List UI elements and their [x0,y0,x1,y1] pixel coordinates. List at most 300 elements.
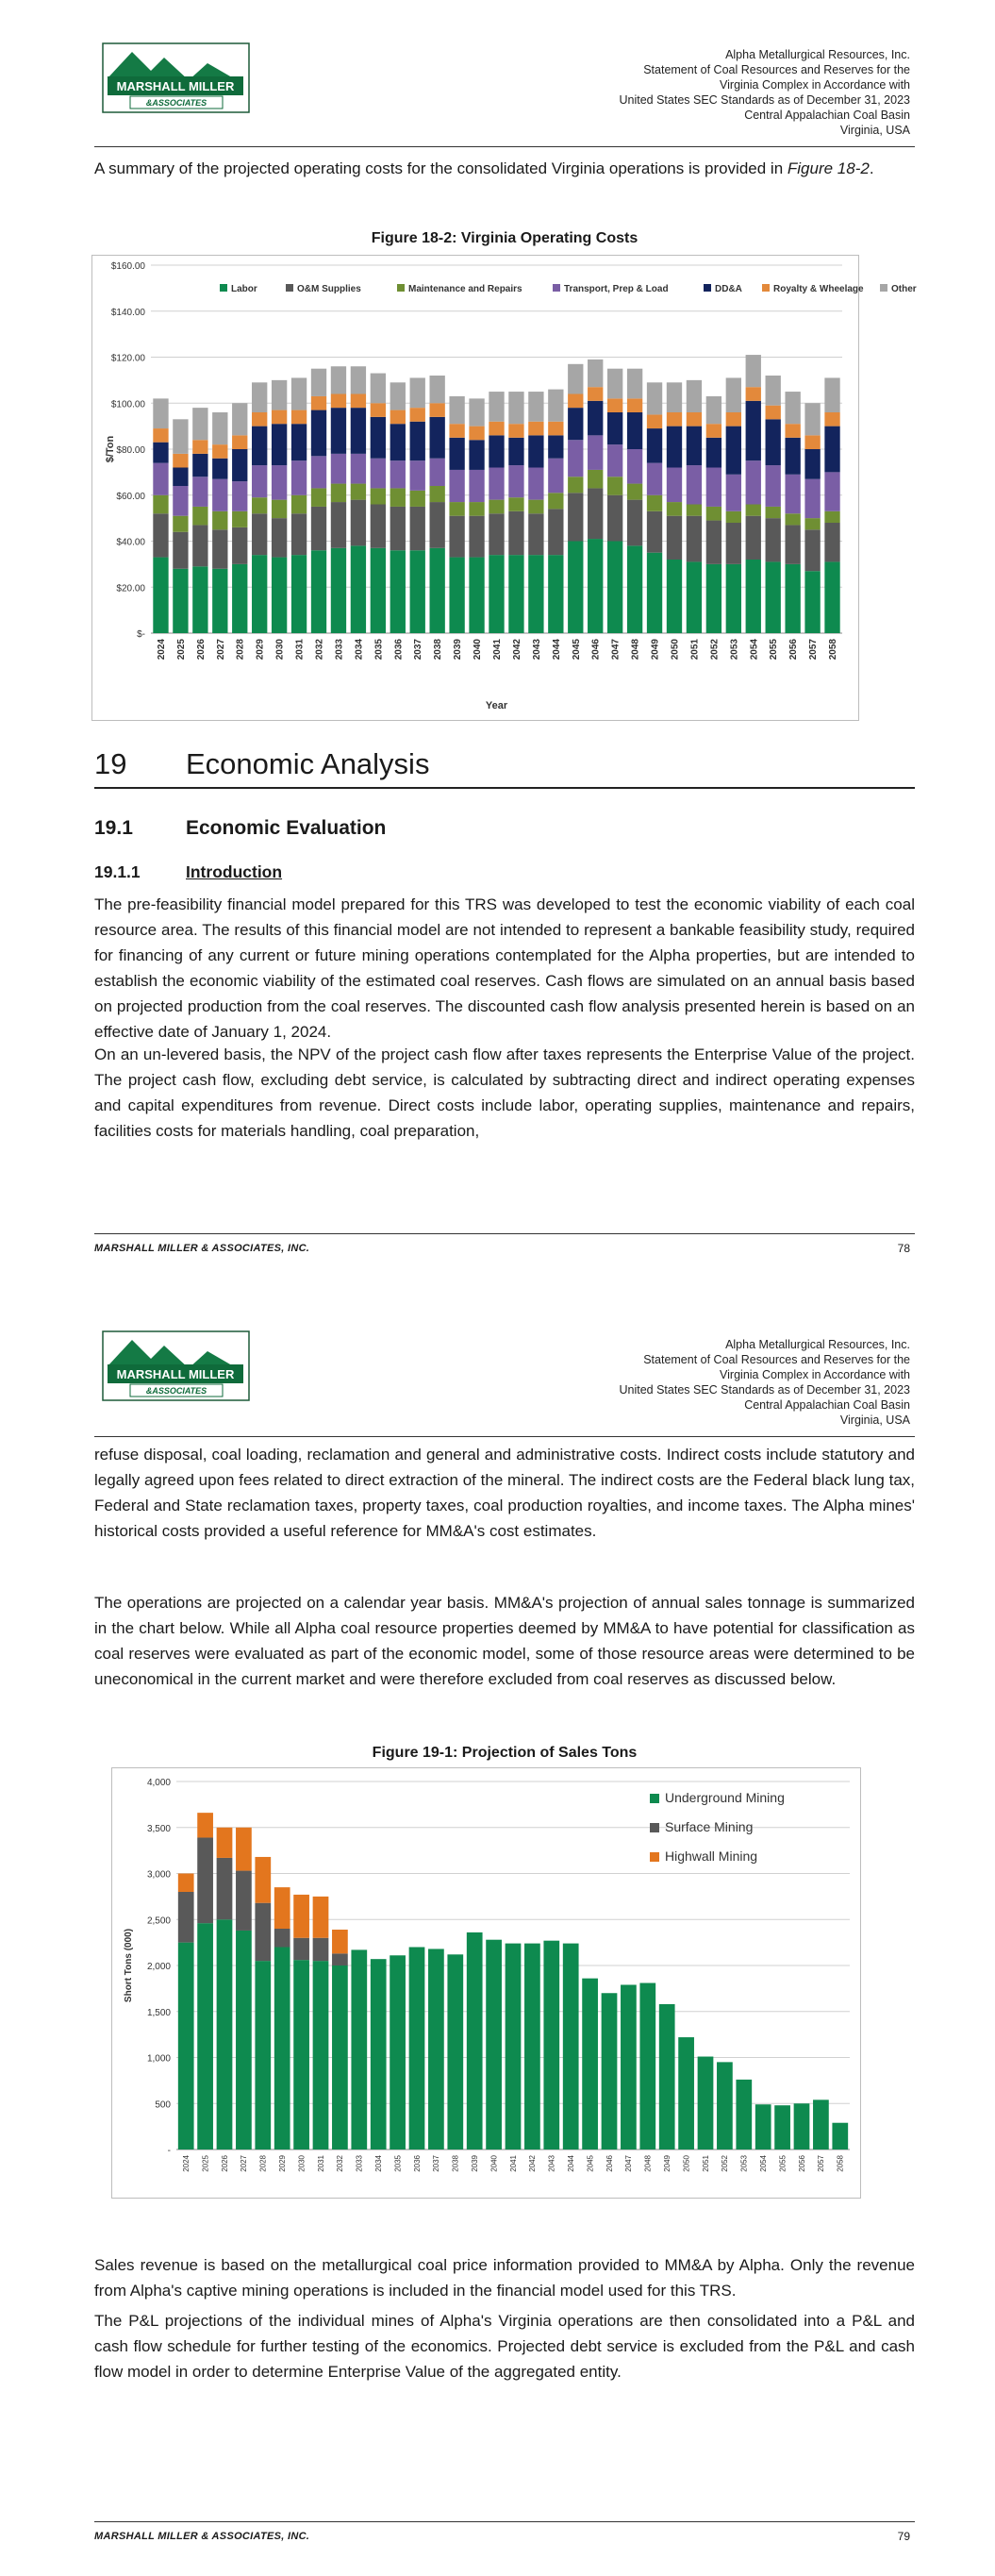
bar-segment [489,513,504,555]
y-tick-label: 2,000 [146,1962,171,1972]
bar-segment [173,486,188,516]
bar-segment [588,401,603,436]
y-axis-label: Short Tons (000) [124,1928,134,2003]
legend-label: DD&A [715,284,742,294]
bar-segment [252,412,267,427]
bar-segment [647,495,662,511]
x-tick-label: 2027 [240,2155,249,2172]
bar-segment [331,484,346,503]
bar-segment [469,398,484,426]
bar-segment [332,1930,348,1953]
x-tick-label: 2041 [508,2155,518,2172]
bar-segment [331,394,346,409]
legend-label: Highwall Mining [665,1848,758,1864]
bar-segment [508,424,523,438]
figure-caption: Figure 18-2: Virginia Operating Costs [371,230,638,246]
bar-segment [736,2080,752,2149]
bar-segment [449,558,464,633]
bar-segment [543,1941,559,2149]
y-tick-label: 4,000 [146,1778,171,1788]
legend-label: Other [891,284,917,294]
bar-segment [192,408,207,440]
x-tick-label: 2054 [759,2155,768,2172]
logo-text-2: &ASSOCIATES [145,98,207,108]
bar-segment [212,459,227,479]
bar-segment [746,505,761,516]
bar-segment [272,558,287,633]
bar-segment [371,374,386,404]
legend-label: Transport, Prep & Load [564,284,669,294]
x-tick-label: 2046 [605,2155,614,2172]
bar-segment [607,495,622,542]
bar-segment [430,417,445,459]
header-line: United States SEC Standards as of December 31, 2023 [619,1383,910,1397]
bar-segment [449,516,464,558]
bar-segment [667,427,682,468]
y-tick-label: 2,500 [146,1915,171,1927]
bar-segment [726,427,741,475]
bar-segment [706,507,721,521]
bar-segment [687,561,702,633]
x-tick-label: 2051 [689,639,701,661]
x-tick-label: 2029 [255,639,266,661]
bar-segment [588,435,603,470]
bar-segment [726,377,741,412]
bar-segment [272,380,287,410]
x-tick-label: 2038 [433,639,444,661]
bar-segment [489,555,504,633]
bar-segment [607,398,622,412]
bar-segment [687,380,702,412]
bar-segment [371,459,386,489]
bar-segment [607,369,622,399]
bar-segment [410,491,425,507]
bar-segment [794,2103,810,2149]
bar-segment [232,564,247,633]
x-tick-label: 2054 [749,639,760,661]
x-tick-label: 2042 [528,2155,538,2172]
x-tick-label: 2053 [729,639,740,661]
x-tick-label: 2039 [453,639,464,661]
bar-segment [173,419,188,454]
x-tick-label: 2034 [374,2155,383,2172]
bar-segment [252,382,267,412]
legend-swatch [286,284,293,292]
bar-segment [390,460,406,488]
y-tick-label: 3,500 [146,1823,171,1834]
header-line: Statement of Coal Resources and Reserves for the [643,63,910,76]
paragraph-5: Sales revenue is based on the metallurgical coal price information provided to MM&A by Alpha. Only the revenue from Alpha's captive mining operations is included in the financial model used for this TRS. [94,2256,915,2300]
bar-segment [607,542,622,634]
bar-segment [331,408,346,454]
bar-segment [766,507,781,518]
bar-segment [588,387,603,401]
bar-segment [430,548,445,633]
bar-segment [430,486,445,502]
bar-segment [717,2062,733,2149]
header-line: Virginia, USA [839,1413,910,1427]
bar-segment [506,1944,522,2149]
bar-segment [178,1874,194,1893]
intro-text: A summary of the projected operating costs for the consolidated Virginia operations is provided in [94,159,784,177]
bar-segment [255,1857,271,1903]
x-tick-label: 2027 [215,639,226,661]
x-tick-label: 2055 [769,639,780,661]
bar-segment [192,525,207,566]
subsection-number: 19.1 [94,817,133,839]
paragraph-4: The operations are projected on a calendar year basis. MM&A's projection of annual sales tonnage is summarized in the chart below. While all Alpha coal resource properties deemed by MM&A to have potential for classification as coal reserves were evaluated as part of the economic model, some of those resource areas were determined to be uneconomical in the current market and were therefore excluded from coal reserves as discussed below. [94,1594,915,1688]
logo-text-1: MARSHALL MILLER [116,79,235,93]
x-tick-label: 2051 [701,2155,710,2172]
x-tick-label: 2045 [586,2155,595,2172]
bar-segment [390,1955,406,2149]
bar-segment [430,403,445,417]
x-tick-label: 2041 [492,639,503,661]
bar-segment [588,470,603,489]
bar-segment [272,518,287,557]
bar-segment [726,564,741,633]
bar-segment [469,427,484,441]
bar-segment [274,1929,290,1948]
bar-segment [489,468,504,500]
x-tick-label: 2033 [334,639,345,661]
bar-segment [390,382,406,410]
bar-segment [627,398,642,412]
legend-label: O&M Supplies [297,284,361,294]
bar-segment [192,566,207,633]
x-tick-label: 2044 [567,2155,575,2172]
section-heading [94,745,915,789]
bar-segment [173,468,188,487]
bar-segment [489,500,504,514]
y-tick-label: - [167,2146,171,2156]
header-rule [94,146,915,147]
bar-segment [489,392,504,422]
bar-segment [706,468,721,507]
bar-segment [212,444,227,459]
x-tick-label: 2039 [471,2155,479,2172]
bar-segment [766,465,781,507]
bar-segment [804,479,820,518]
bar-segment [639,1983,655,2149]
bar-segment [272,424,287,465]
x-tick-label: 2034 [354,639,365,661]
footer-company: MARSHALL MILLER & ASSOCIATES, INC. [94,1243,310,1254]
bar-segment [528,513,543,555]
bar-segment [824,472,839,510]
bar-segment [212,511,227,530]
bar-segment [528,500,543,514]
bar-segment [746,387,761,401]
bar-segment [291,460,307,495]
bar-segment [647,463,662,495]
figure-reference: Figure 18-2 [787,159,870,177]
y-tick-label: 500 [155,2099,171,2111]
bar-segment [726,511,741,523]
bar-segment [766,561,781,633]
legend-swatch [397,284,405,292]
legend-swatch [650,1823,659,1832]
bar-segment [627,545,642,633]
bar-segment [173,516,188,532]
x-tick-label: 2048 [643,2155,653,2172]
bar-segment [212,412,227,444]
bar-segment [410,377,425,408]
bar-segment [293,1938,309,1960]
bar-segment [568,408,583,440]
x-tick-label: 2052 [721,2155,730,2172]
bar-segment [410,408,425,422]
bar-segment [563,1944,579,2149]
header-line: United States SEC Standards as of December 31, 2023 [619,93,910,107]
bar-segment [272,465,287,500]
bar-segment [706,396,721,424]
bar-segment [785,424,800,438]
bar-segment [659,2004,675,2149]
intro-end: . [869,159,874,177]
y-tick-label: $60.00 [116,491,145,502]
bar-segment [627,449,642,484]
bar-segment [548,555,563,633]
bar-segment [332,1953,348,1965]
bar-segment [568,364,583,394]
bar-segment [726,412,741,427]
bar-segment [311,410,326,457]
bar-segment [252,497,267,513]
header-block [514,1337,910,1428]
bar-segment [528,422,543,436]
x-tick-label: 2046 [590,639,602,661]
bar-segment [766,419,781,465]
bar-segment [785,392,800,424]
bar-segment [607,444,622,477]
bar-segment [766,406,781,420]
bar-segment [192,440,207,454]
bar-segment [371,505,386,548]
bar-segment [813,2099,829,2149]
subsubsection-heading [94,862,282,882]
legend-label: Underground Mining [665,1790,785,1805]
bar-segment [528,435,543,467]
paragraph-2: On an un-levered basis, the NPV of the project cash flow after taxes represents the Enterprise Value of the project. The project cash flow, excluding debt service, is calculated by subtracting direct and indirect operating expenses and capital expenditures from revenue. Direct costs include labor, operating supplies, maintenance and repairs, facilities costs for materials handling, coal preparation, [94,1045,915,1140]
bar-segment [272,500,287,519]
bar-segment [274,1887,290,1929]
bar-segment [371,417,386,459]
x-tick-label: 2024 [156,639,167,661]
bar-segment [687,465,702,504]
paragraph-3: refuse disposal, coal loading, reclamation and general and administrative costs. Indirect costs include statutory and legally agreed upon fees related to direct extraction of the mineral. The indirect costs are the Federal black lung tax, Federal and State reclamation taxes, property taxes, coal production royalties, and income taxes. The Alpha mines' historical costs provided a useful reference for MM&A's cost estimates. [94,1446,915,1540]
x-tick-label: 2043 [547,2155,556,2172]
bar-segment [824,511,839,523]
bar-segment [178,1943,194,2149]
bar-segment [824,427,839,473]
bar-segment [508,465,523,497]
x-tick-label: 2042 [511,639,522,661]
bar-segment [311,488,326,507]
bar-segment [153,495,168,514]
bar-segment [746,560,761,633]
bar-segment [212,569,227,633]
bar-segment [173,532,188,569]
bar-segment [469,502,484,516]
footer-company: MARSHALL MILLER & ASSOCIATES, INC. [94,2531,310,2542]
bar-segment [291,495,307,514]
bar-segment [173,454,188,468]
bar-segment [766,376,781,406]
bar-segment [469,470,484,502]
bar-segment [667,382,682,412]
header-block [514,47,910,138]
sales-tons-chart [112,1768,860,2198]
y-tick-label: $40.00 [116,537,145,548]
bar-segment [313,1938,329,1961]
bar-segment [390,507,406,550]
bar-segment [766,518,781,561]
footer-rule [94,1233,915,1234]
x-tick-label: 2058 [836,2155,845,2172]
y-tick-label: $120.00 [110,353,145,364]
bar-segment [607,412,622,444]
bar-segment [804,571,820,633]
bar-segment [687,505,702,516]
paragraph-6: The P&L projections of the individual mines of Alpha's Virginia operations are then consolidated into a P&L and cash flow schedule for further testing of the economics. Projected debt service is excluded from the P&L and cash flow model in order to determine Enterprise Value of the aggregated entity. [94,2312,915,2381]
bar-segment [667,412,682,427]
x-tick-label: 2056 [788,639,800,661]
x-tick-label: 2028 [235,639,246,661]
bar-segment [469,516,484,558]
bar-segment [785,513,800,525]
x-tick-label: 2036 [393,639,405,661]
y-tick-label: $140.00 [110,307,145,318]
header-line: Virginia, USA [839,124,910,137]
sales-tons-chart-frame [111,1767,861,2199]
y-tick-label: $80.00 [116,445,145,456]
bar-segment [785,475,800,513]
bar-segment [726,523,741,564]
header-line: Alpha Metallurgical Resources, Inc. [725,48,910,61]
bar-segment [430,376,445,403]
bar-segment [804,403,820,435]
bar-segment [331,366,346,393]
bar-segment [236,1931,252,2149]
bar-segment [489,435,504,467]
page-number: 78 [897,1242,910,1255]
bar-segment [351,484,366,500]
bar-segment [548,493,563,509]
bar-segment [217,1828,233,1858]
bar-segment [469,440,484,470]
page-79 [0,1288,995,2576]
bar-segment [508,392,523,424]
legend-swatch [220,284,227,292]
x-tick-label: 2043 [531,639,542,661]
company-logo [102,42,250,113]
x-tick-label: 2053 [739,2155,749,2172]
y-tick-label: 3,000 [146,1869,171,1881]
x-tick-label: 2055 [778,2155,788,2172]
bar-segment [568,440,583,477]
bar-segment [390,488,406,507]
page-number: 79 [897,2530,910,2543]
bar-segment [178,1892,194,1943]
bar-segment [153,513,168,557]
x-axis-label: Year [485,700,508,711]
x-tick-label: 2036 [412,2155,422,2172]
legend-swatch [880,284,887,292]
bar-segment [588,488,603,539]
header-rule [94,1436,915,1437]
bar-segment [274,1948,290,2150]
bar-segment [528,468,543,500]
bar-segment [449,470,464,502]
section-title: Economic Analysis [186,747,430,780]
bar-segment [153,428,168,443]
bar-segment [351,545,366,633]
x-tick-label: 2038 [451,2155,460,2172]
bar-segment [548,422,563,436]
x-tick-label: 2040 [473,639,484,661]
bar-segment [607,477,622,495]
bar-segment [409,1948,425,2150]
bar-segment [232,481,247,511]
bar-segment [232,449,247,481]
bar-segment [410,460,425,491]
bar-segment [667,468,682,503]
legend-swatch [650,1794,659,1803]
bar-segment [667,502,682,516]
x-tick-label: 2033 [355,2155,364,2172]
bar-segment [252,465,267,497]
x-tick-label: 2026 [195,639,207,661]
x-tick-label: 2050 [682,2155,691,2172]
bar-segment [410,507,425,550]
bar-segment [311,456,326,488]
bar-segment [232,527,247,564]
x-tick-label: 2058 [828,639,839,661]
legend-swatch [650,1852,659,1862]
bar-segment [785,438,800,475]
bar-segment [255,1961,271,2149]
bar-segment [568,394,583,409]
bar-segment [548,390,563,422]
bar-segment [568,477,583,493]
bar-segment [746,401,761,460]
bar-segment [410,422,425,460]
bar-segment [430,502,445,548]
bar-segment [602,1993,618,2149]
x-tick-label: 2044 [551,639,562,661]
bar-segment [291,513,307,555]
bar-segment [153,398,168,428]
x-tick-label: 2035 [393,2155,403,2172]
bar-segment [291,424,307,460]
bar-segment [293,1960,309,2149]
bar-segment [824,523,839,561]
bar-segment [449,438,464,470]
subsubsection-title: Introduction [186,862,283,881]
bar-segment [332,1965,348,2149]
subsection-heading [94,817,386,840]
bar-segment [313,1961,329,2149]
legend-label: Labor [231,284,257,294]
footer-rule [94,2521,915,2522]
y-tick-label: 1,000 [146,2053,171,2065]
bar-segment [255,1903,271,1961]
bar-segment [351,394,366,409]
bar-segment [489,422,504,436]
x-tick-label: 2032 [314,639,325,661]
legend-label: Maintenance and Repairs [408,284,522,294]
